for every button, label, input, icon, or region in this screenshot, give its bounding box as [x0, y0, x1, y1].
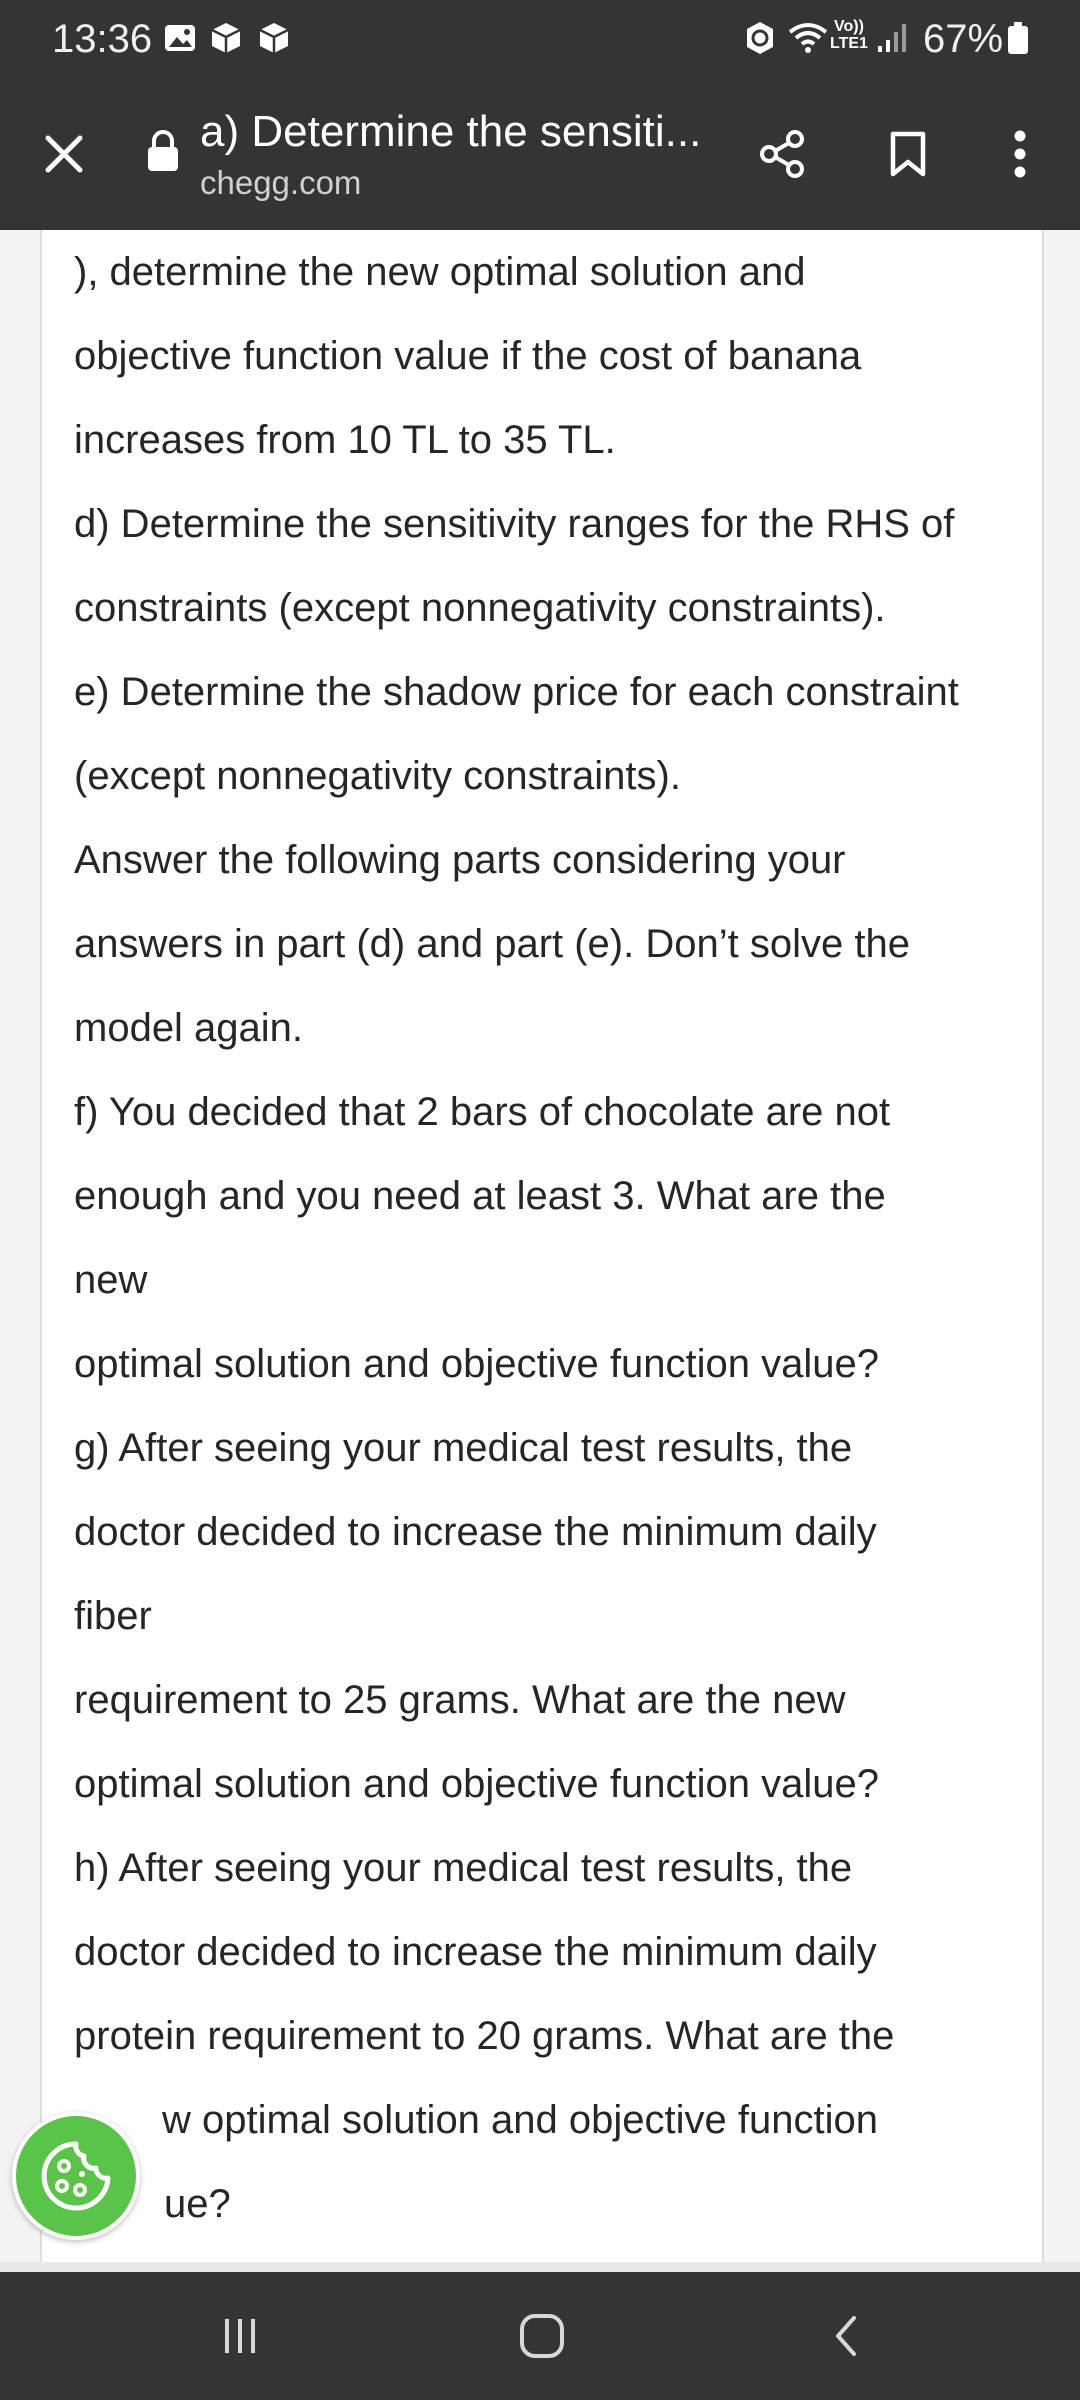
text-line: h) After seeing your medical test results, the: [74, 1846, 853, 1890]
page-content: [40, 230, 1044, 2262]
text-line: answers in part (d) and part (e). Don’t solve the: [74, 922, 910, 966]
text-line: ue?: [164, 2182, 231, 2226]
more-options-button[interactable]: [980, 114, 1060, 194]
text-line: optimal solution and objective function value?: [74, 1762, 879, 1806]
package-icon: [208, 20, 244, 56]
text-line: objective function value if the cost of banana: [74, 334, 862, 378]
bookmark-icon: [888, 130, 928, 178]
close-button[interactable]: [24, 114, 104, 194]
volte-indicator: Vo)) LTE1: [830, 18, 868, 52]
text-line: model again.: [74, 1006, 304, 1050]
text-line: doctor decided to increase the minimum daily: [74, 1930, 877, 1974]
browser-toolbar: [0, 78, 1080, 230]
text-line: d) Determine the sensitivity ranges for the RHS of: [74, 502, 955, 546]
battery-icon: [1006, 20, 1030, 56]
text-line: g) After seeing your medical test results, the: [74, 1426, 853, 1470]
text-line: w optimal solution and objective function: [162, 2098, 878, 2142]
share-button[interactable]: [742, 114, 822, 194]
bookmark-button[interactable]: [868, 114, 948, 194]
text-line: new: [74, 1258, 148, 1302]
content-bottom-edge: [0, 2262, 1080, 2272]
cookie-settings-button[interactable]: [12, 2112, 140, 2240]
signal-icon: [876, 20, 916, 56]
status-bar: [0, 0, 1080, 78]
close-icon: [42, 132, 86, 176]
text-line: f) You decided that 2 bars of chocolate are not: [74, 1090, 891, 1134]
wifi-icon: [786, 20, 830, 56]
recent-apps-icon: [220, 2316, 260, 2356]
text-line: increases from 10 TL to 35 TL.: [74, 418, 616, 462]
system-nav-bar: [0, 2272, 1080, 2400]
text-line: constraints (except nonnegativity constraints).: [74, 586, 886, 630]
text-line: ), determine the new optimal solution and: [74, 250, 806, 294]
recent-apps-button[interactable]: [190, 2296, 290, 2376]
back-icon: [826, 2312, 866, 2360]
cookie-icon: [38, 2138, 114, 2214]
text-line: optimal solution and objective function value?: [74, 1342, 879, 1386]
share-icon: [756, 128, 808, 180]
text-line: enough and you need at least 3. What are the: [74, 1174, 886, 1218]
status-time: 13:36: [52, 17, 153, 61]
battery-percent: 67%: [923, 17, 1004, 61]
page-title[interactable]: a) Determine the sensiti...: [200, 107, 702, 156]
text-line: (except nonnegativity constraints).: [74, 754, 681, 798]
package-icon: [256, 20, 292, 56]
gallery-icon: [162, 20, 198, 56]
back-button[interactable]: [796, 2296, 896, 2376]
text-line: requirement to 25 grams. What are the new: [74, 1678, 846, 1722]
text-line: fiber: [74, 1594, 152, 1638]
question-text: [74, 230, 1034, 2246]
page-url[interactable]: chegg.com: [200, 164, 362, 201]
more-vert-icon: [1012, 129, 1028, 179]
lock-icon: [146, 128, 180, 172]
text-line: protein requirement to 20 grams. What are the: [74, 2014, 895, 2058]
text-line: doctor decided to increase the minimum daily: [74, 1510, 877, 1554]
text-line: Answer the following parts considering your: [74, 838, 846, 882]
home-button[interactable]: [492, 2296, 592, 2376]
text-line: e) Determine the shadow price for each constraint: [74, 670, 959, 714]
recycle-icon: [742, 20, 778, 56]
home-icon: [517, 2311, 567, 2361]
